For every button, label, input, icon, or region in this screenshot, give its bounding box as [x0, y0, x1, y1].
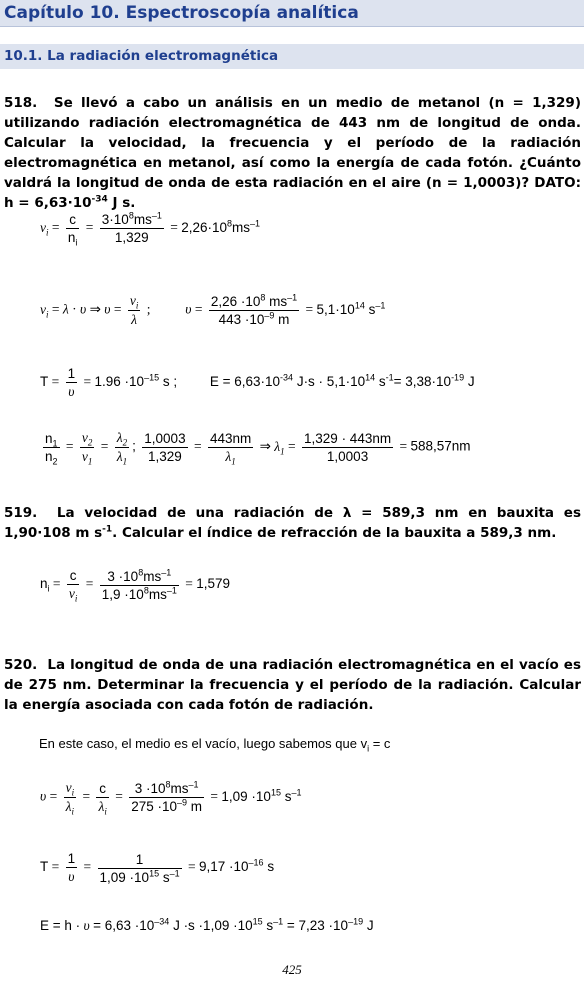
- page-number: 425: [282, 962, 302, 977]
- problem-520: [4, 655, 581, 715]
- section-header: [0, 44, 584, 69]
- problem-text: La longitud de onda de una radiación electromagnética en el vacío es de 275 nm. Determinar la frecuencia y el período de la radiación. Calcular la energía asociada con cada fotón de radiación.: [4, 657, 581, 713]
- equation-period-energy-518: T = $\frac{1}{\upsilon}$ = $1.96 \cdot 10^{-15}$ s ; $E = 6,63\cdot 10^{-34}$ $J\cdot s \cdot 5,1\cdot 10^{14}$ $s^{-1}= 3,38\cdot 10^{-19}$ J: [40, 366, 475, 399]
- chapter-title: Capítulo 10. Espectroscopía analítica: [4, 3, 359, 23]
- equation-period-520: T = $\frac{1}{\upsilon}$ = $\frac{1}{1,09 \cdot 10^{15} s^{-1}}$ = $9,17 \cdot 10^{-16}$ s: [40, 851, 275, 885]
- problem-518: 518. Se llevó a cabo un análisis en un medio de metanol (n = 1,329) utilizando radiación electromagnética de 443 nm de longitud de onda. Calcular la velocidad, la frecuencia y el período de la radiación electromagnética en metanol, así como la energía de cada fotón. ¿Cuánto valdrá la longitud de onda de esta radiación en el aire (n = 1,0003)? DATO: $h = 6,63\cdot 10^{-34}$ J s.: [4, 95, 581, 211]
- problem-text: La velocidad de una radiación de λ = 589,3 nm en bauxita es 1,90·108 m s: [4, 505, 581, 541]
- equation-velocity-518: $v_i$ = $\frac{c}{n_i}$ = $\frac{3\cdot 10^8ms^{-1}}{1,329}$ = $2,26\cdot 10^8ms^{-1}$: [40, 210, 261, 248]
- note-520: En este caso, el medio es el vacío, luego sabemos que $v_i = c$: [39, 736, 391, 754]
- equation-frequency-520: υ = $\frac{v_i}{\lambda_i}$ = $\frac{c}{\lambda_i}$ = $\frac{3 \cdot 10^8ms^{-1}}{275 \cdot 10^{-9} m}$ = $1,09 \cdot 10^{15}$ $s^{-1}$: [40, 779, 302, 817]
- equation-wavelength-518: $\frac{n_1}{n_2}$ = $\frac{v_2}{v_1}$ = $\frac{\lambda_2}{\lambda_1}$ ; $\frac{1,0003}{1,329}$ = $\frac{443nm}{\lambda_1}$ ⇒ $\lambda_1$ = $\frac{1,329 \cdot 443nm}{1,0003}$ = 588,57nm: [45, 430, 471, 467]
- problem-number: 518.: [4, 95, 38, 111]
- equation-frequency-518: $v_i = \lambda \cdot \upsilon$ ⇒ υ = $\frac{v_i}{\lambda}$ ; υ = $\frac{2,26 \cdot 10^8 ms^{-1}}{443 \cdot 10^{-9} m}$ = $5,1\cdot 10^{14}$ $s^{-1}$: [40, 292, 386, 327]
- problem-text: Se llevó a cabo un análisis en un medio de metanol (n = 1,329) utilizando radiación electromagnética de 443 nm de longitud de onda. Calcular la velocidad, la frecuencia y el período de la radiación electromagnética en metanol, así como la energía de cada fotón. ¿Cuánto valdrá la longitud de onda de esta radiación en el aire (n = 1,0003)? DATO: h = 6,63·10: [4, 95, 581, 211]
- problem-519: 519. La velocidad de una radiación de λ = 589,3 nm en bauxita es 1,90·108 m $s^{-1}$. Calcular el índice de refracción de la bauxita a 589,3 nm.: [4, 505, 581, 541]
- equation-refractive-index-519: $n_i$ = $\frac{c}{v_i}$ = $\frac{3 \cdot 10^8ms^{-1}}{1,9 \cdot 10^8ms^{-1}}$ = 1,579: [40, 567, 231, 604]
- problem-number: 519.: [4, 505, 38, 521]
- problem-number: 520.: [4, 657, 38, 673]
- section-title: 10.1. La radiación electromagnética: [4, 48, 279, 64]
- equation-energy-520: $E = h \cdot \upsilon = 6,63 \cdot 10^{-34}$ $J \cdot s \cdot 1,09 \cdot 10^{15}$ $s^{-1} = 7,23 \cdot 10^{-19}$ J: [40, 916, 374, 933]
- chapter-header: [0, 0, 584, 27]
